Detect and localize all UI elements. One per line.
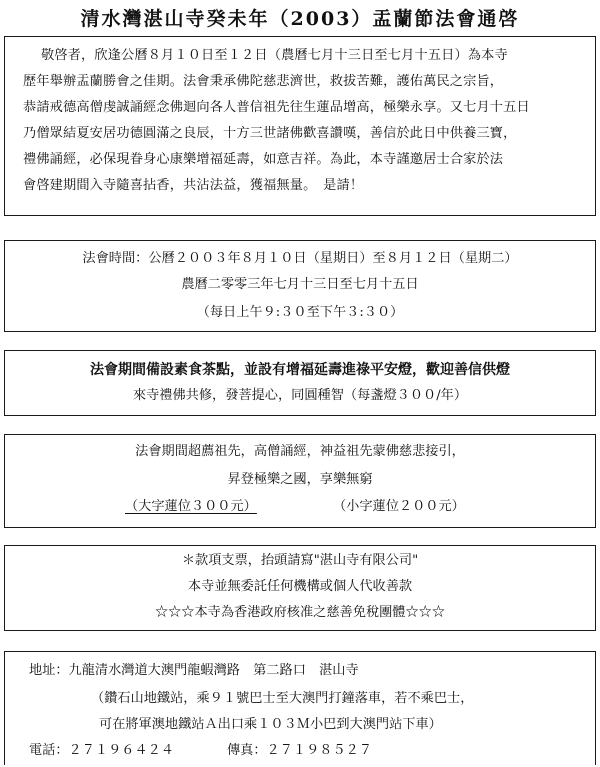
intro-line: 會啓建期間入寺隨喜拈香，共沾法益，獲福無量。 是請！: [23, 178, 364, 193]
schedule-box: [4, 240, 596, 332]
lamp-offering-detail: 來寺禮佛共修，發菩提心，同圓種智（每盞燈３００/年）: [132, 388, 468, 403]
intro-line: 歷年舉辦盂蘭勝會之佳期。法會秉承佛陀慈悲濟世，救拔苦難，護佑萬民之宗旨，: [23, 74, 504, 89]
intro-line: 禮佛誦經，必保現眷身心康樂增福延壽，如意吉祥。為此，本寺謹邀居士合家於法: [23, 152, 504, 167]
directions-line: （鑽石山地鐵站，乘９１號巴士至大澳門打鐘落車，若不乘巴士，: [91, 691, 474, 706]
directions-line: 可在將軍澳地鐵站Ａ出口乘１０３Ｍ小巴到大澳門站下車）: [99, 717, 442, 732]
intro-line: 恭請戒德高僧虔誠誦經念佛迴向各人普信祖先往生蓮品增高，極樂永享。又七月十五日: [23, 100, 530, 115]
donation-box: [4, 545, 596, 631]
ancestor-line: 法會期間超薦祖先，高僧誦經，神益祖先蒙佛慈悲接引，: [135, 444, 465, 459]
address: 地址：九龍清水灣道大澳門龍蝦灣路 第二路口 湛山寺: [29, 663, 359, 678]
ancestor-tablet-box: [4, 434, 596, 528]
schedule-lunar: 農曆二零零三年七月十三日至七月十五日: [181, 277, 419, 292]
schedule-hours: （每日上午９:３０至下午３:３０）: [196, 305, 404, 320]
lamp-offering-box: [4, 350, 596, 416]
fax-number: 傳真：２７１９８５２７: [227, 743, 373, 758]
intro-box: [4, 36, 596, 216]
cheque-instruction: ＊款項支票，抬頭請寫"湛山寺有限公司": [181, 553, 419, 568]
intro-line: 敬啓者，欣逢公曆８月１０日至１２日（農曆七月十三日至七月十五日）為本寺: [41, 48, 508, 63]
charity-status: ☆☆☆本寺為香港政府核准之慈善免稅團體☆☆☆: [154, 605, 446, 620]
no-agent-notice: 本寺並無委託任何機構或個人代收善款: [187, 579, 413, 594]
schedule-gregorian: 法會時間：公曆２００３年８月１０日（星期日）至８月１２日（星期二）: [82, 251, 518, 266]
notice-title: 清水灣湛山寺癸未年（2003）盂蘭節法會通啓: [80, 8, 520, 30]
small-tablet-price: （小字蓮位２００元）: [333, 499, 465, 514]
large-tablet-price: （大字蓮位３００元）: [125, 499, 257, 514]
ancestor-line: 昇登極樂之國，享樂無窮: [227, 472, 373, 487]
phone-number: 電話：２７１９６４２４: [29, 743, 175, 758]
intro-line: 乃僧眾結夏安居功德圓滿之良辰，十方三世諸佛歡喜讚嘆，善信於此日中供養三寶，: [23, 126, 517, 141]
contact-box: [4, 651, 596, 765]
lamp-offering-heading: 法會期間備設素食茶點，並設有增福延壽進祿平安燈，歡迎善信供燈: [90, 362, 510, 378]
